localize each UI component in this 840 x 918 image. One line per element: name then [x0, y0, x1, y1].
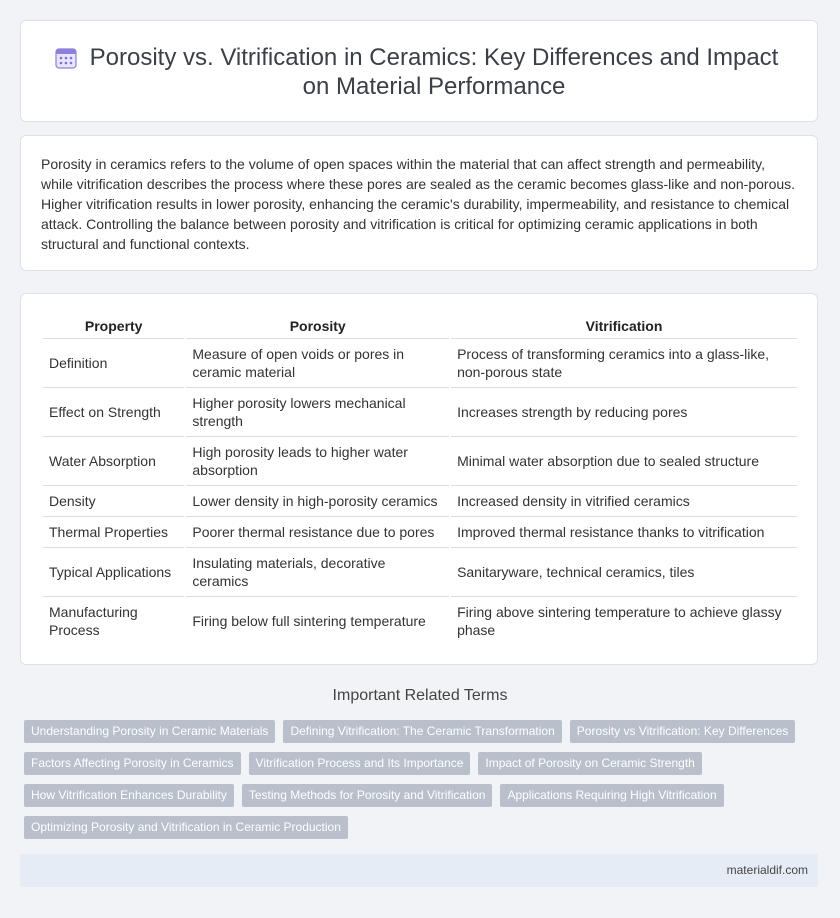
site-link[interactable]: materialdif.com: [726, 863, 808, 877]
column-header: Porosity: [186, 314, 449, 339]
related-term-tag[interactable]: Impact of Porosity on Ceramic Strength: [478, 752, 701, 775]
column-header: Property: [43, 314, 184, 339]
column-header: Vitrification: [451, 314, 797, 339]
table-cell: Density: [43, 486, 184, 517]
related-term-tag[interactable]: Factors Affecting Porosity in Ceramics: [24, 752, 241, 775]
table-cell: Higher porosity lowers mechanical strength: [186, 388, 449, 437]
table-cell: Insulating materials, decorative ceramics: [186, 548, 449, 597]
table-row: [43, 388, 797, 437]
table-row: [43, 597, 797, 645]
table-header-row: [43, 314, 797, 339]
table-cell: Manufacturing Process: [49, 604, 138, 638]
related-term-tag[interactable]: Testing Methods for Porosity and Vitrification: [242, 784, 493, 807]
table-cell: Poorer thermal resistance due to pores: [186, 517, 449, 548]
table-cell: Thermal Properties: [43, 517, 184, 548]
tag-row: [24, 752, 820, 775]
related-term-tag[interactable]: Defining Vitrification: The Ceramic Transformation: [283, 720, 561, 743]
title-card: [20, 20, 818, 122]
related-term-tag[interactable]: Applications Requiring High Vitrification: [500, 784, 723, 807]
table-cell: Firing below full sintering temperature: [192, 613, 426, 629]
table-row: [43, 548, 797, 597]
related-term-tag[interactable]: Optimizing Porosity and Vitrification in Ceramic Production: [24, 816, 348, 839]
related-term-tag[interactable]: How Vitrification Enhances Durability: [24, 784, 234, 807]
related-term-tag[interactable]: Vitrification Process and Its Importance: [249, 752, 471, 775]
table-row: [43, 486, 797, 517]
table-cell: Effect on Strength: [43, 388, 184, 437]
comparison-table: [41, 314, 799, 645]
table-row: [43, 437, 797, 486]
intro-card: [20, 135, 818, 271]
table-cell: Increased density in vitrified ceramics: [451, 486, 797, 517]
comparison-card: [20, 293, 818, 665]
table-row: [43, 517, 797, 548]
table-cell: Water Absorption: [43, 437, 184, 486]
footer: [20, 854, 818, 887]
table-cell: High porosity leads to higher water absorption: [186, 437, 449, 486]
related-terms-heading: Important Related Terms: [332, 687, 508, 704]
table-cell: Minimal water absorption due to sealed structure: [451, 437, 797, 486]
table-row: [43, 339, 797, 388]
table-cell: Firing above sintering temperature to achieve glassy phase: [457, 604, 782, 638]
tag-row: [24, 720, 820, 743]
table-cell: Measure of open voids or pores in ceramic material: [186, 339, 449, 388]
intro-paragraph: Porosity in ceramics refers to the volume of open spaces within the material that can affect strength and permeability, while vitrification describes the process where these pores are sealed as the ceramic becomes glass-like and non-porous. Higher vitrification results in lower porosity, enhancing the ceramic's durability, impermeability, and resistance to chemical attack. Controlling the balance between porosity and vitrification is critical for optimizing ceramic applications in both structural and functional contexts.: [41, 156, 796, 252]
table-cell: Increases strength by reducing pores: [451, 388, 797, 437]
related-terms-list: [24, 720, 820, 848]
table-cell: Process of transforming ceramics into a glass-like, non-porous state: [451, 339, 797, 388]
related-term-tag[interactable]: Understanding Porosity in Ceramic Materials: [24, 720, 275, 743]
page-title: Porosity vs. Vitrification in Ceramics: Key Differences and Impact on Material Performance: [89, 44, 779, 100]
table-cell: Definition: [43, 339, 184, 388]
table-cell: Improved thermal resistance thanks to vitrification: [451, 517, 797, 548]
table-cell: Lower density in high-porosity ceramics: [186, 486, 449, 517]
related-term-tag[interactable]: Porosity vs Vitrification: Key Differences: [570, 720, 796, 743]
tag-row: [24, 784, 820, 807]
table-cell: Sanitaryware, technical ceramics, tiles: [451, 548, 797, 597]
tag-row: [24, 816, 820, 839]
table-cell: Typical Applications: [43, 548, 184, 597]
